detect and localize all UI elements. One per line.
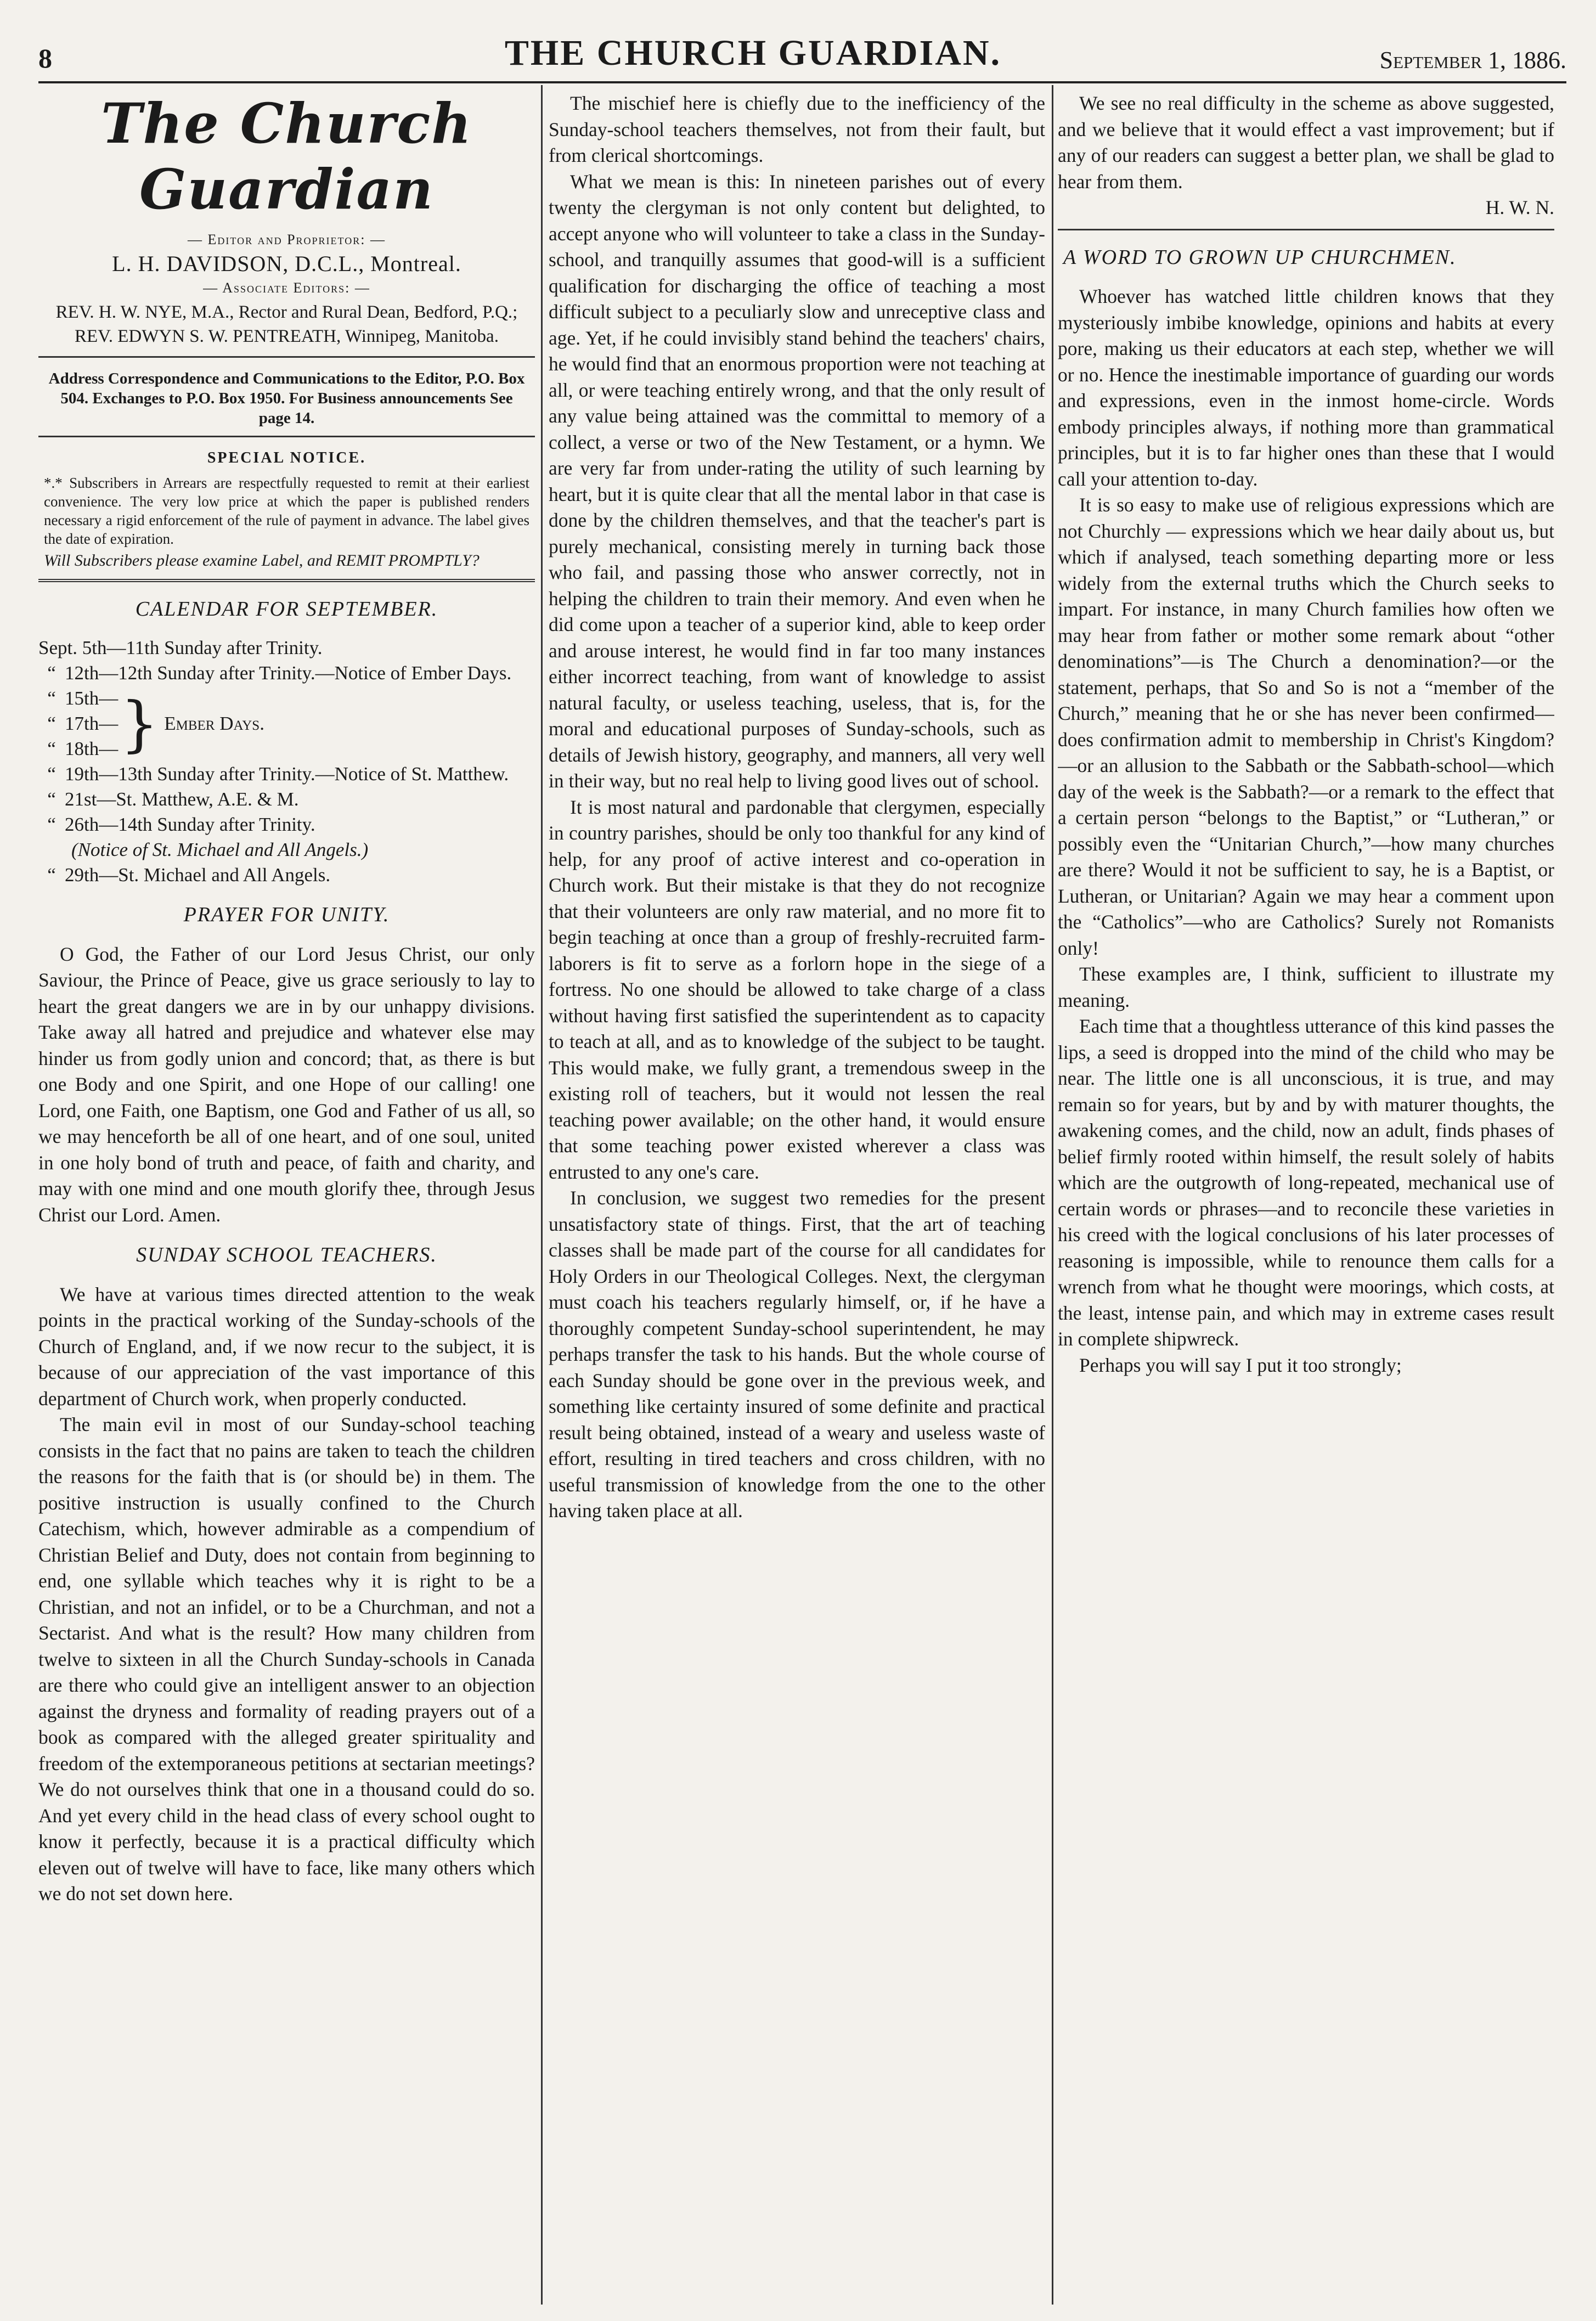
associate-editors: REV. H. W. NYE, M.A., Rector and Rural Dean, Bedford, P.Q.; REV. EDWYN S. W. PENTREATH, Winnipeg, Manitoba.	[55, 302, 518, 346]
page	[22, 11, 1572, 2310]
article-paragraph: These examples are, I think, sufficient to illustrate my meaning.	[1058, 963, 1554, 1011]
calendar-entry: “ 19th—13th Sunday after Trinity.—Notice of St. Matthew.	[47, 763, 509, 785]
masthead-title: The Church Guardian	[101, 91, 472, 222]
article-paragraph: Whoever has watched little children knows that they mysteriously imbibe knowledge, opinions and habits at every pore, making us their educators at each step, whether we will or no. Hence the inestimable importance of guarding our words and expressions, even in the inmost home-circle. Words embody principles always, if nothing more than grammatical principles, but it is to far higher ones than these that I would call your attention to-day.	[1058, 285, 1554, 490]
calendar-note: (Notice of St. Michael and All Angels.)	[71, 839, 369, 860]
article-paragraph: Perhaps you will say I put it too strongly;	[1079, 1354, 1402, 1376]
divider	[38, 579, 535, 582]
author-signoff: H. W. N.	[1485, 196, 1554, 218]
article-paragraph: We have at various times directed attention to the weak points in the practical working of the Sunday-schools of the Church of England, and, if we now recur to the subject, it is because of our appreciation of the vast importance of this department of Church work, when properly conducted.	[38, 1283, 535, 1410]
calendar-entry: “ 12th—12th Sunday after Trinity.—Notice of Ember Days.	[47, 662, 512, 684]
header-rule	[38, 81, 1566, 83]
staff-block	[38, 228, 535, 348]
running-title: THE CHURCH GUARDIAN.	[504, 33, 1002, 73]
sunday-school-heading: SUNDAY SCHOOL TEACHERS.	[136, 1243, 437, 1266]
grown-up-heading: A WORD TO GROWN UP CHURCHMEN.	[1063, 245, 1457, 269]
article-paragraph: It is so easy to make use of religious expressions which are not Churchly — expressions which we hear daily about us, but which if analysed, teach something departing more or less widely from the external truths which the Church seeks to impart. For instance, in many Church families how often we may hear from father or mother some remark about “other denominations”—is The Church a denomination?—or the statement, perhaps, that So and So is not a “member of the Church,” meaning that he or she has never been confirmed—does confirmation admit to membership in Christ's Kingdom?—or an allusion to the Sabbath or the Sabbath-school—which day of the week is the Sabbath?—or a remark to the effect that a certain person “belongs to the Baptist,” or “Lutheran,” or possibly even the “Unitarian Church,”—how many churches are there? Would it not be sufficient to say, he is a Baptist, or Lutheran, or Unitarian? Again we may hear a comment upon the “Catholics”—who are Catholics? Surely not Romanists only!	[1058, 494, 1554, 959]
ember-days-group	[38, 686, 535, 762]
calendar-entry: “ 15th—	[47, 688, 119, 709]
calendar-heading: CALENDAR FOR SEPTEMBER.	[135, 597, 438, 621]
address-notice: Address Correspondence and Communications to the Editor, P.O. Box 504. Exchanges to P.O. Box 1950. For Business announcements See page 14.	[48, 370, 525, 427]
article-paragraph: We see no real difficulty in the scheme as above suggested, and we believe that it would effect a vast improvement; but if any of our readers can suggest a better plan, we shall be glad to hear from them.	[1058, 92, 1554, 193]
editor-name: L. H. DAVIDSON, D.C.L., Montreal.	[112, 251, 461, 276]
running-head	[38, 25, 1566, 74]
special-notice-body: *.* Subscribers in Arrears are respectfully requested to remit at their earliest convenience. The very low price at which the paper is published renders necessary a rigid enforcement of the rule of payment in advance. The label gives the date of expiration.	[44, 474, 529, 547]
article-paragraph: It is most natural and pardonable that clergymen, especially in country parishes, should be only too thankful for any kind of help, for any proof of active interest and co-operation in Church work. But their mistake is that they do not recognize that their volunteers are only raw material, and no more fit to begin teaching at once than a group of freshly-recruited farm-laborers is fit to serve as a forlorn hope in the siege of a fortress. No one should be allowed to take charge of a class without having first satisfied the superintendent as to capacity to teach at all, and as to knowledge of the subject to be taught. This would make, we fully grant, a tremendous sweep in the existing roll of teachers, but it would not lessen the real teaching power available; on the other hand, it would ensure that some teaching power existed wherever a class was entrusted to any one's care.	[549, 796, 1045, 1183]
calendar-entry: “ 26th—14th Sunday after Trinity.	[47, 814, 315, 835]
article-paragraph: What we mean is this: In nineteen parishes out of every twenty the clergyman is not only content but delighted, to accept anyone who will volunteer to take a class in the Sunday-school, and tranquilly assumes that good-will is a sufficient qualification for discharging the office of teaching a most difficult subject to a peculiarly slow and unreceptive class and age. Yet, if he could invisibly stand behind the teachers' chairs, he would find that an enormous proportion were not teaching at all, or were teaching entirely wrong, and that the only result of any value being attained was the committal to memory of a collect, a verse or two of the New Testament, or a hymn. We are very far from under-rating the utility of such learning by heart, but it is quite clear that all the mental labor in that case is done by the children themselves, and that the teacher's part is purely mechanical, consisting merely in turning back those who fail, and passing those who answer correctly, not in helping the children to train their memory. And even when he did come upon a teacher of a superior kind, able to keep order and arouse interest, he would find in far too many instances either incorrect teaching, from want of knowledge to assist natural faculty, or useless teaching, useless, that is, for the moral and educational purposes of Sunday-schools, such as details of Jewish history, geography, and manners, all very well in their way, but no real help to living good lives out of school.	[549, 170, 1045, 792]
column-rule	[1052, 85, 1053, 2305]
associates-label: — Associate Editors: —	[203, 280, 370, 296]
calendar-entry: Sept. 5th—11th Sunday after Trinity.	[38, 637, 323, 658]
article-paragraph: The main evil in most of our Sunday-school teaching consists in the fact that no pains are taken to teach the children the reasons for the faith that is (or should be) in them. The positive instruction is usually confined to the Church Catechism, which, however admirable as a compendium of Christian Belief and Duty, does not contain from beginning to end, one syllable which teaches why it is right to be a Christian, and not an infidel, or to be a Churchman, and not a Sectarist. And what is the result? How many children from twelve to sixteen in all the Church Sunday-schools in Canada are there who could give an intelligent answer to an objection against the dryness and formality of reading prayers out of a book as compared with the alleged greater spirituality and freedom of the extemporaneous petitions at sectarian meetings? We do not ourselves think that one in a thousand could do so. And yet every child in the head class of every school ought to know it perfectly, because it is a practical difficulty which eleven out of twelve will have to face, like many others which we do not set down here.	[38, 1413, 535, 1905]
column-rule	[541, 85, 543, 2305]
special-notice-heading: SPECIAL NOTICE.	[207, 449, 366, 466]
divider	[38, 436, 535, 437]
calendar-entry: “ 17th—	[47, 713, 119, 734]
calendar-entry: “ 18th—	[47, 738, 119, 759]
column-three	[1058, 91, 1554, 2310]
article-paragraph: Each time that a thoughtless utterance of this kind passes the lips, a seed is dropped into the mind of the child who may be near. The little one is all unconscious, it is true, and may remain so for years, but by and by with maturer thoughts, the awakening comes, and the child, now an adult, finds phases of belief firmly rooted within himself, the result solely of habits which are the outgrowth of long-repeated, mechanical use of certain words or phrases—and to reconcile these varieties in his creed with the logical conclusions of his later processes of reasoning is impossible, while to renounce them calls for a wrench from what he thought were moorings, which costs, at the least, intense pain, and which may in extreme cases result in complete shipwreck.	[1058, 1015, 1554, 1350]
article-paragraph: The mischief here is chiefly due to the inefficiency of the Sunday-school teachers themselves, not from their fault, but from clerical shortcomings.	[549, 92, 1045, 166]
prayer-text: O God, the Father of our Lord Jesus Christ, our only Saviour, the Prince of Peace, give us grace seriously to lay to heart the great dangers we are in by our unhappy divisions. Take away all hatred and prejudice and whatever else may hinder us from godly union and concord; that, as there is but one Body and one Spirit, and one Hope of our calling! one Lord, one Faith, one Baptism, one God and Father of us all, so we may henceforth be all of one heart, and of one soul, united in one holy bond of truth and peace, of faith and charity, and may with one mind and one mouth glorify thee, through Jesus Christ our Lord. Amen.	[38, 943, 535, 1226]
divider	[1058, 229, 1554, 230]
page-number: 8	[38, 43, 52, 74]
article-paragraph: In conclusion, we suggest two remedies for the present unsatisfactory state of things. First, that the art of teaching classes shall be made part of the course for all candidates for Holy Orders in our Theological Colleges. Next, the clergyman must coach his teachers regularly himself, or, if he have a thoroughly competent Sunday-school superintendent, he may perhaps transfer the task to his hands. But the whole course of each Sunday should be gone over in the previous week, and something like certainty insured of some definite and practical result being obtained, instead of a weary and useless waste of effort, resulting in tired teachers and cross children, with no useful transmission of knowledge from the one to the other having taken place at all.	[549, 1187, 1045, 1522]
calendar-entry: “ 21st—St. Matthew, A.E. & M.	[47, 788, 299, 810]
brace-glyph: }	[120, 689, 159, 759]
column-two	[549, 91, 1045, 2310]
remit-notice: Will Subscribers please examine Label, and REMIT PROMPTLY?	[44, 551, 480, 570]
calendar-entry: “ 29th—St. Michael and All Angels.	[47, 864, 331, 886]
divider	[38, 356, 535, 358]
ember-days-label: Ember Days.	[164, 713, 264, 735]
issue-date: September 1, 1886.	[1379, 47, 1566, 74]
column-one	[38, 91, 535, 2310]
editor-label: — Editor and Proprietor: —	[188, 232, 386, 247]
prayer-heading: PRAYER FOR UNITY.	[183, 903, 390, 926]
